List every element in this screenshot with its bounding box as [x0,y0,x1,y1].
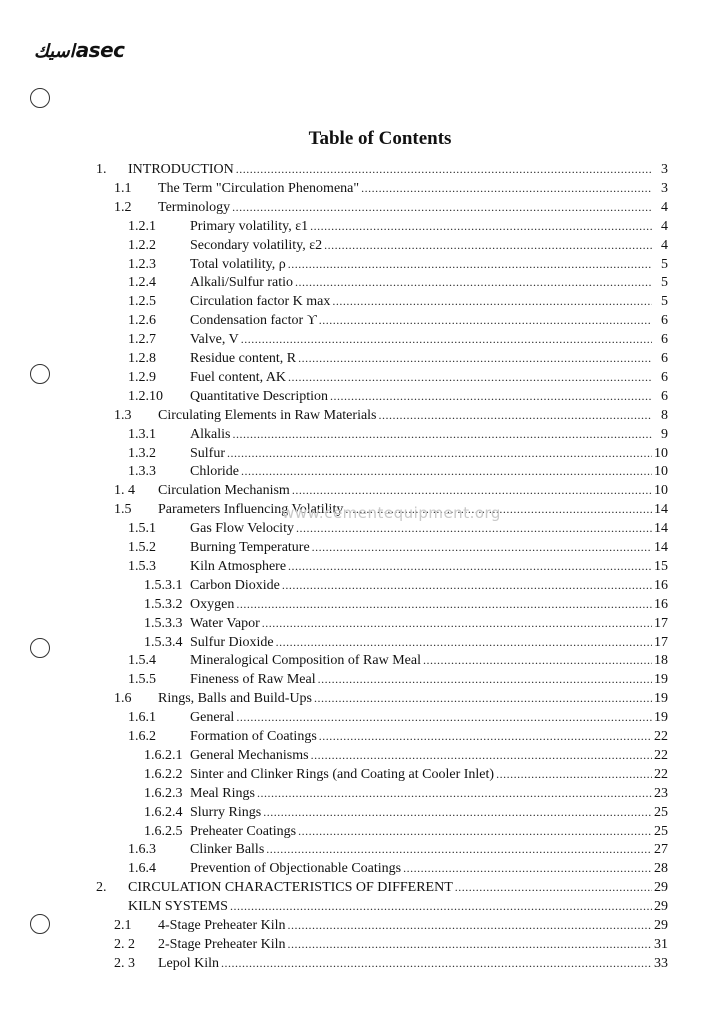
toc-entry[interactable] [128,236,668,255]
company-logo [34,38,125,62]
toc-entry[interactable] [128,292,668,311]
toc-dot-leader [288,255,652,274]
toc-dot-leader [295,273,652,292]
toc-entry-page-number: 23 [654,785,668,801]
binder-hole-icon [30,914,50,934]
toc-dot-leader [361,179,652,198]
toc-entry-page-number: 33 [654,955,668,971]
toc-entry[interactable] [144,614,668,633]
toc-entry[interactable] [128,425,668,444]
toc-entry-title: Secondary volatility, ε2 [190,237,323,253]
toc-entry-title: Slurry Rings [190,804,262,820]
toc-entry[interactable] [144,746,668,765]
toc-entry[interactable] [144,633,668,652]
toc-entry-number: 1.6.2.2 [144,766,183,782]
toc-entry-page-number: 10 [654,445,668,461]
toc-entry[interactable] [128,387,668,406]
toc-entry-number: 1.2.6 [128,313,156,329]
toc-entry-number: 1.2.10 [128,388,163,404]
toc-entry-title: 4-Stage Preheater Kiln [158,918,286,933]
toc-entry[interactable] [114,954,668,973]
toc-entry-page-number: 22 [654,729,668,744]
toc-entry[interactable] [128,708,668,727]
toc-entry-title: Circulation factor K max [190,294,331,310]
toc-entry-number: 1.2.7 [128,332,156,348]
toc-entry[interactable] [114,406,668,425]
toc-entry[interactable] [128,557,668,576]
toc-dot-leader [311,746,652,765]
toc-entry-title: Quantitative Description [190,388,329,404]
toc-entry[interactable] [128,538,668,557]
toc-entry-number: 2. [96,880,107,896]
toc-entry-title: Condensation factor ϒ [190,313,317,329]
toc-entry-title: Water Vapor [190,615,260,631]
toc-dot-leader [298,822,652,841]
toc-entry-title: Rings, Balls and Build-Ups [158,691,313,707]
toc-entry-title: Sulfur [190,445,225,461]
toc-entry-title: Preheater Coatings [190,823,297,839]
toc-entry-page-number: 8 [661,407,668,423]
toc-entry[interactable] [114,916,668,935]
toc-entry-title: Total volatility, ρ [190,256,286,272]
toc-entry-title: Sinter and Clinker Rings (and Coating at Cooler Inlet) [190,766,495,782]
toc-dot-leader [330,387,652,406]
toc-entry-number: 2. 3 [114,955,135,971]
toc-dot-leader [262,614,652,633]
toc-entry-page-number: 19 [654,672,668,688]
toc-entry[interactable] [128,349,668,368]
toc-entry[interactable] [128,727,668,746]
toc-entry-title: Circulation Mechanism [158,483,290,499]
toc-entry-page-number: 5 [661,275,668,291]
toc-dot-leader [227,444,652,463]
toc-entry-page-number: 28 [654,861,668,877]
toc-entry-page-number: 6 [661,351,668,366]
toc-entry-title: Formation of Coatings [190,729,317,744]
toc-dot-leader [276,633,652,652]
toc-entry-number: 1.6.2.3 [144,785,183,801]
toc-entry[interactable] [144,784,668,803]
toc-entry-number: 1.3 [114,407,132,423]
toc-entry-number: 1.5 [114,502,132,518]
toc-entry[interactable] [114,179,668,198]
toc-entry-page-number: 3 [661,162,668,177]
toc-entry-page-number: 6 [661,369,668,385]
toc-entry-number: 2. 2 [114,936,135,952]
toc-dot-leader [232,425,652,444]
toc-entry-page-number: 14 [654,540,668,555]
toc-dot-leader [230,897,652,916]
toc-dot-leader [423,651,652,670]
toc-entry-page-number: 17 [654,615,668,631]
toc-entry-page-number: 10 [654,483,668,499]
page-title: Table of Contents [308,128,452,149]
toc-entry-number: 1. 4 [114,483,135,499]
toc-entry-page-number: 25 [654,804,668,820]
toc-dot-leader [288,368,652,387]
toc-dot-leader [263,803,652,822]
toc-dot-leader [241,462,652,481]
toc-entry[interactable] [128,311,668,330]
toc-entry-page-number: 16 [654,577,668,593]
toc-dot-leader [236,160,652,179]
toc-entry-number: 1.2.1 [128,218,156,234]
toc-dot-leader [232,198,652,217]
toc-entry[interactable] [128,859,668,878]
toc-entry[interactable] [128,897,668,916]
toc-entry-number: 2.1 [114,918,132,933]
toc-entry-number: 1.6.2 [128,729,156,744]
toc-dot-leader [496,765,652,784]
toc-entry[interactable] [128,368,668,387]
toc-entry[interactable] [128,217,668,236]
toc-entry-page-number: 14 [654,521,668,537]
toc-entry[interactable] [114,935,668,954]
toc-entry-number: 1.6.2.4 [144,804,183,820]
toc-entry[interactable] [128,444,668,463]
toc-dot-leader [455,878,652,897]
toc-entry[interactable] [114,198,668,217]
toc-entry-page-number: 19 [654,710,668,726]
toc-entry[interactable] [128,840,668,859]
binder-hole-icon [30,88,50,108]
toc-entry-title: General Mechanisms [190,747,309,763]
toc-entry[interactable] [144,765,668,784]
toc-dot-leader [298,349,652,368]
toc-entry-page-number: 18 [654,653,668,669]
toc-entry[interactable] [144,576,668,595]
toc-entry-number: 1.6.4 [128,861,156,877]
toc-entry-title: INTRODUCTION [128,162,234,177]
toc-entry-title: Prevention of Objectionable Coatings [190,861,402,877]
toc-entry-page-number: 22 [654,747,668,763]
toc-entry-page-number: 4 [661,237,668,253]
toc-entry-title: Sulfur Dioxide [190,634,274,650]
toc-dot-leader [310,217,652,236]
toc-dot-leader [318,670,652,689]
toc-entry-title: Circulating Elements in Raw Materials [158,407,377,423]
toc-entry-page-number: 10 [654,464,668,480]
toc-entry-title: The Term "Circulation Phenomena" [158,180,360,196]
watermark: www.cementequipment.org [282,504,501,522]
toc-entry[interactable] [128,330,668,349]
toc-entry-page-number: 25 [654,823,668,839]
toc-entry-page-number: 29 [654,918,668,933]
toc-entry[interactable] [128,273,668,292]
toc-entry-number: 1.5.3.2 [144,596,183,612]
toc-entry-number: 1.5.1 [128,521,156,537]
toc-entry-title: Terminology [158,199,231,215]
toc-entry[interactable] [96,160,668,179]
toc-entry-title: Fuel content, AK [190,369,287,385]
toc-entry-title: Lepol Kiln [158,955,220,971]
toc-entry-title: KILN SYSTEMS [128,899,228,915]
toc-entry-number: 1.2.5 [128,294,156,310]
toc-entry[interactable] [114,481,668,500]
toc-entry-number: 1.2.4 [128,275,156,291]
toc-entry[interactable] [128,670,668,689]
toc-dot-leader [282,576,652,595]
toc-entry-number: 1.3.2 [128,445,156,461]
toc-dot-leader [288,557,652,576]
toc-entry-number: 1.2.8 [128,351,156,366]
toc-entry-number: 1.5.3.1 [144,577,183,593]
toc-entry-page-number: 6 [661,332,668,348]
toc-entry-number: 1.3.3 [128,464,156,480]
toc-entry[interactable] [144,595,668,614]
toc-entry-number: 1.5.3.3 [144,615,183,631]
toc-entry-page-number: 29 [654,880,668,896]
toc-entry-number: 1.5.4 [128,653,156,669]
toc-entry-number: 1.6 [114,691,132,707]
toc-dot-leader [324,236,652,255]
toc-entry-page-number: 4 [661,218,668,234]
toc-entry[interactable] [144,803,668,822]
toc-entry-page-number: 6 [661,313,668,329]
toc-entry-number: 1.3.1 [128,426,156,442]
toc-entry-title: Alkali/Sulfur ratio [190,275,294,291]
toc-dot-leader [312,538,652,557]
toc-dot-leader [314,689,652,708]
binder-hole-icon [30,638,50,658]
logo-arabic-text: اسيك [34,41,75,62]
toc-entry-number: 1.2.3 [128,256,156,272]
toc-entry-number: 1.6.2.1 [144,747,183,763]
toc-entry-title: 2-Stage Preheater Kiln [158,936,286,952]
toc-entry-page-number: 5 [661,294,668,310]
toc-entry-page-number: 27 [654,842,668,858]
toc-entry-page-number: 4 [661,199,668,215]
toc-entry-number: 1.2.9 [128,369,156,385]
logo-latin-text: asec [75,38,125,62]
toc-dot-leader [292,481,652,500]
toc-entry-title: Clinker Balls [190,842,265,858]
toc-entry-title: Parameters Influencing Volatility [158,502,344,518]
toc-entry[interactable] [114,689,668,708]
toc-entry-page-number: 22 [654,766,668,782]
toc-dot-leader [257,784,652,803]
toc-dot-leader [288,916,652,935]
toc-entry-title: Alkalis [190,426,231,442]
toc-dot-leader [266,840,652,859]
toc-entry-number: 1.5.3.4 [144,634,183,650]
toc-entry-number: 1.5.2 [128,540,156,555]
toc-entry-title: General [190,710,235,726]
toc-entry[interactable] [96,878,668,897]
toc-entry[interactable] [128,651,668,670]
toc-entry-number: 1.6.1 [128,710,156,726]
toc-dot-leader [319,727,652,746]
toc-entry-title: Meal Rings [190,785,255,801]
toc-entry-page-number: 9 [661,426,668,442]
toc-entry-number: 1.2.2 [128,237,156,253]
toc-entry-number: 1.5.3 [128,558,156,574]
toc-entry-title: Burning Temperature [190,540,310,555]
toc-entry-number: 1.5.5 [128,672,156,688]
toc-entry-title: Chloride [190,464,239,480]
toc-entry-title: Primary volatility, ε1 [190,218,309,234]
toc-entry[interactable] [144,822,668,841]
toc-entry-number: 1.6.3 [128,842,156,858]
toc-dot-leader [319,311,652,330]
toc-dot-leader [288,935,652,954]
toc-dot-leader [236,708,652,727]
toc-dot-leader [236,595,652,614]
toc-dot-leader [241,330,652,349]
toc-entry-title: Oxygen [190,596,235,612]
toc-dot-leader [379,406,652,425]
toc-entry-page-number: 29 [654,899,668,915]
toc-entry-number: 1.6.2.5 [144,823,183,839]
toc-entry-title: CIRCULATION CHARACTERISTICS OF DIFFERENT [128,880,453,896]
toc-entry[interactable] [128,462,668,481]
toc-entry-page-number: 3 [661,180,668,196]
toc-entry-title: Fineness of Raw Meal [190,672,316,688]
toc-dot-leader [332,292,652,311]
toc-entry-page-number: 15 [654,558,668,574]
toc-entry[interactable] [128,255,668,274]
toc-entry-title: Kiln Atmosphere [190,558,287,574]
toc-entry-page-number: 6 [661,388,668,404]
toc-entry-title: Valve, V [190,332,239,348]
toc-entry-page-number: 14 [654,502,668,518]
toc-entry-title: Mineralogical Composition of Raw Meal [190,653,421,669]
toc-entry-title: Carbon Dioxide [190,577,280,593]
toc-entry-title: Gas Flow Velocity [190,521,294,537]
toc-entry-page-number: 5 [661,256,668,272]
toc-dot-leader [403,859,652,878]
toc-entry-title: Residue content, R [190,351,297,366]
toc-entry-number: 1.2 [114,199,132,215]
toc-entry-number: 1.1 [114,180,132,196]
toc-entry-page-number: 31 [654,936,668,952]
toc-entry-page-number: 16 [654,596,668,612]
binder-hole-icon [30,364,50,384]
toc-entry-number: 1. [96,162,107,177]
toc-entry-page-number: 17 [654,634,668,650]
toc-dot-leader [221,954,652,973]
toc-entry-page-number: 19 [654,691,668,707]
